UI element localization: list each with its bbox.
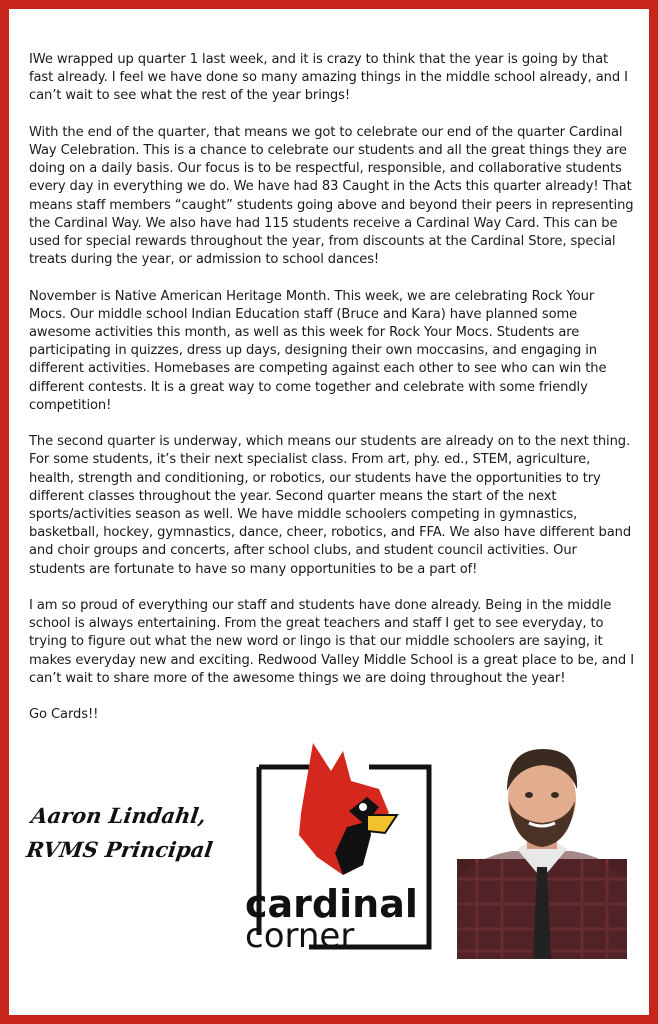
signature-name: Aaron Lindahl, — [29, 803, 208, 828]
letter-body — [29, 51, 635, 743]
signature-title: RVMS Principal — [24, 837, 215, 862]
paragraph-2: With the end of the quarter, that means we got to celebrate our end of the quarter Cardinal Way Celebration. This is a chance to celebrate our students and all the great things they are doing on a daily basis. Our focus is to be respectful, responsible, and collaborative students every day in everything we do. We have had 83 Caught in the Acts this quarter already! That means staff members “caught” students going above and beyond their peers in representing the Cardinal Way. We also have had 115 students receive a Cardinal Way Card. This can be used for special rewards throughout the year, from discounts at the Cardinal Store, special treats during the year, or admission to school dances! — [29, 124, 634, 268]
paragraph-3: November is Native American Heritage Month. This week, we are celebrating Rock Your Mocs. Our middle school Indian Education staff (Bruce and Kara) have planned some awesome activities this month, as well as this week for Rock Your Mocs. Students are participating in quizzes, dress up days, designing their own moccasins, and engaging in different activities. Homebases are competing against each other to see who can win the different contests. It is a great way to come together and celebrate with some friendly competition! — [29, 288, 607, 413]
paragraph-4: The second quarter is underway, which means our students are already on to the next thing. For some students, it’s their next specialist class. From art, phy. ed., STEM, agriculture, health, strength and conditioning, or robotics, our students have the opportunities to try different classes throughout the year. Second quarter means the start of the next sports/activities season as well. We have middle schoolers competing in gymnastics, basketball, hockey, gymnastics, dance, cheer, robotics, and FFA. We also have different band and choir groups and concerts, after school clubs, and student council activities. Our students are fortunate to have so many opportunities to be a part of! — [29, 434, 632, 577]
principal-portrait — [457, 739, 627, 959]
closing-line: Go Cards!! — [29, 707, 99, 723]
letter-page — [9, 9, 649, 1015]
signature — [24, 799, 234, 867]
logo-word-cardinal: cardinal — [245, 882, 418, 926]
paragraph-1: IWe wrapped up quarter 1 last week, and it is crazy to think that the year is going by that fast already. I feel we have done so many amazing things in the middle school already, and I can’t wait to see what the rest of the year brings! — [29, 52, 628, 104]
cardinal-bird-icon — [299, 743, 397, 875]
cardinal-corner-logo — [239, 735, 439, 961]
paragraph-5: I am so proud of everything our staff and students have done already. Being in the middle school is always entertaining. From the great teachers and staff I get to see everyday, to trying to figure out what the new word or lingo is that our middle schoolers are saying, it makes everyday new and exciting. Redwood Valley Middle School is a great place to be, and I can’t wait to share more of the awesome things we are doing throughout the year! — [29, 598, 634, 686]
logo-word-corner: corner — [245, 916, 355, 956]
